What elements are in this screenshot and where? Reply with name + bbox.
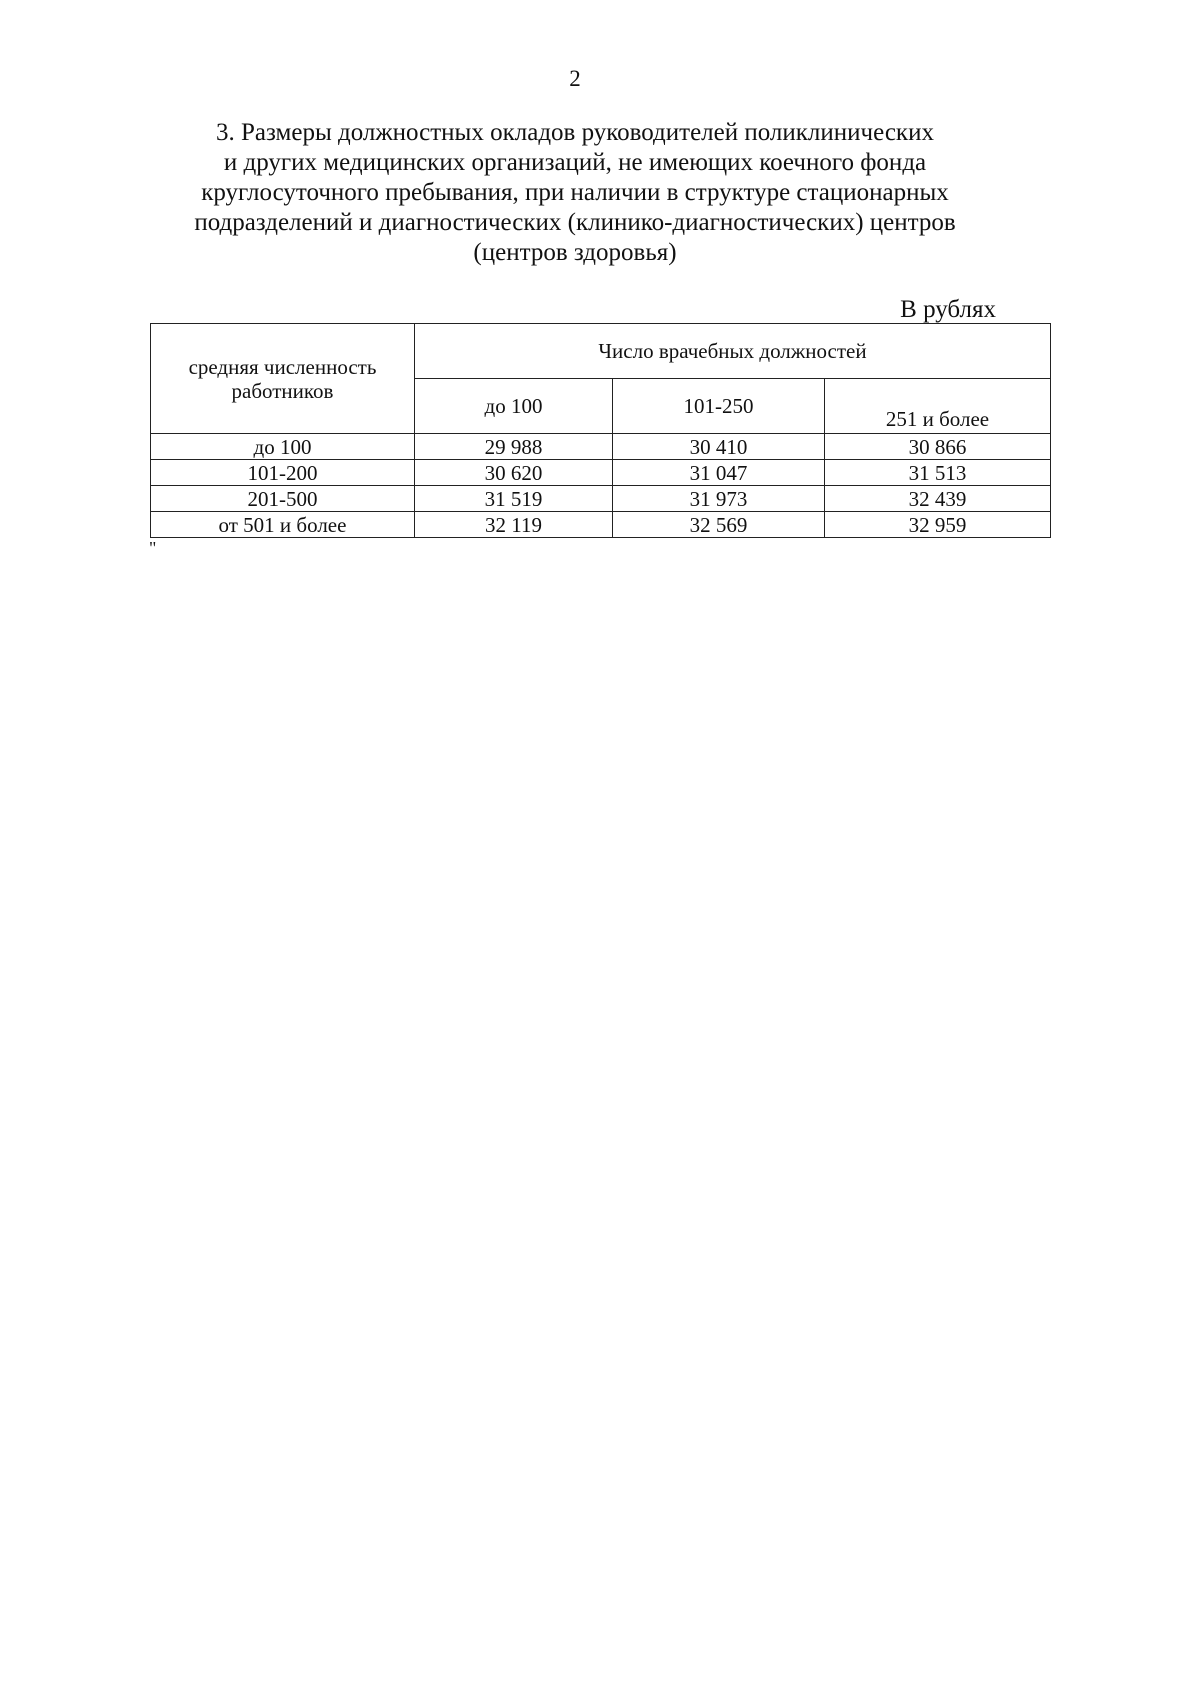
column-header: 251 и более bbox=[825, 379, 1051, 434]
document-heading bbox=[150, 118, 1000, 268]
heading-line: (центров здоровья) bbox=[473, 239, 677, 266]
column-header: 101-250 bbox=[613, 379, 825, 434]
table-cell: 32 119 bbox=[415, 512, 613, 538]
row-header-line: средняя численность bbox=[188, 354, 377, 379]
row-label: 201-500 bbox=[151, 486, 415, 512]
table-cell: 32 439 bbox=[825, 486, 1051, 512]
column-header: до 100 bbox=[415, 379, 613, 434]
row-header-cell bbox=[151, 324, 415, 434]
row-label: до 100 bbox=[151, 434, 415, 460]
column-group-header: Число врачебных должностей bbox=[415, 324, 1051, 379]
row-label: от 501 и более bbox=[151, 512, 415, 538]
row-header-line: работников bbox=[231, 378, 334, 403]
table-cell: 31 973 bbox=[613, 486, 825, 512]
table-row bbox=[151, 512, 1051, 538]
table-cell: 30 410 bbox=[613, 434, 825, 460]
table-cell: 32 959 bbox=[825, 512, 1051, 538]
heading-line: круглосуточного пребывания, при наличии в структуре стационарных bbox=[201, 179, 949, 206]
table-cell: 31 047 bbox=[613, 460, 825, 486]
table-cell: 32 569 bbox=[613, 512, 825, 538]
table-cell: 29 988 bbox=[415, 434, 613, 460]
table-cell: 31 519 bbox=[415, 486, 613, 512]
table-cell: 30 866 bbox=[825, 434, 1051, 460]
currency-unit-note: В рублях bbox=[900, 296, 996, 323]
salary-table bbox=[150, 323, 1051, 538]
heading-line: 3. Размеры должностных окладов руководителей поликлинических bbox=[216, 119, 934, 146]
row-label: 101-200 bbox=[151, 460, 415, 486]
closing-quote-mark: " bbox=[149, 538, 157, 558]
page-number: 2 bbox=[569, 66, 581, 91]
table-row bbox=[151, 434, 1051, 460]
table-cell: 30 620 bbox=[415, 460, 613, 486]
table-row bbox=[151, 460, 1051, 486]
heading-line: подразделений и диагностических (клинико-диагностических) центров bbox=[194, 209, 956, 236]
table-cell: 31 513 bbox=[825, 460, 1051, 486]
table-row bbox=[151, 486, 1051, 512]
heading-line: и других медицинских организаций, не имеющих коечного фонда bbox=[223, 149, 927, 176]
